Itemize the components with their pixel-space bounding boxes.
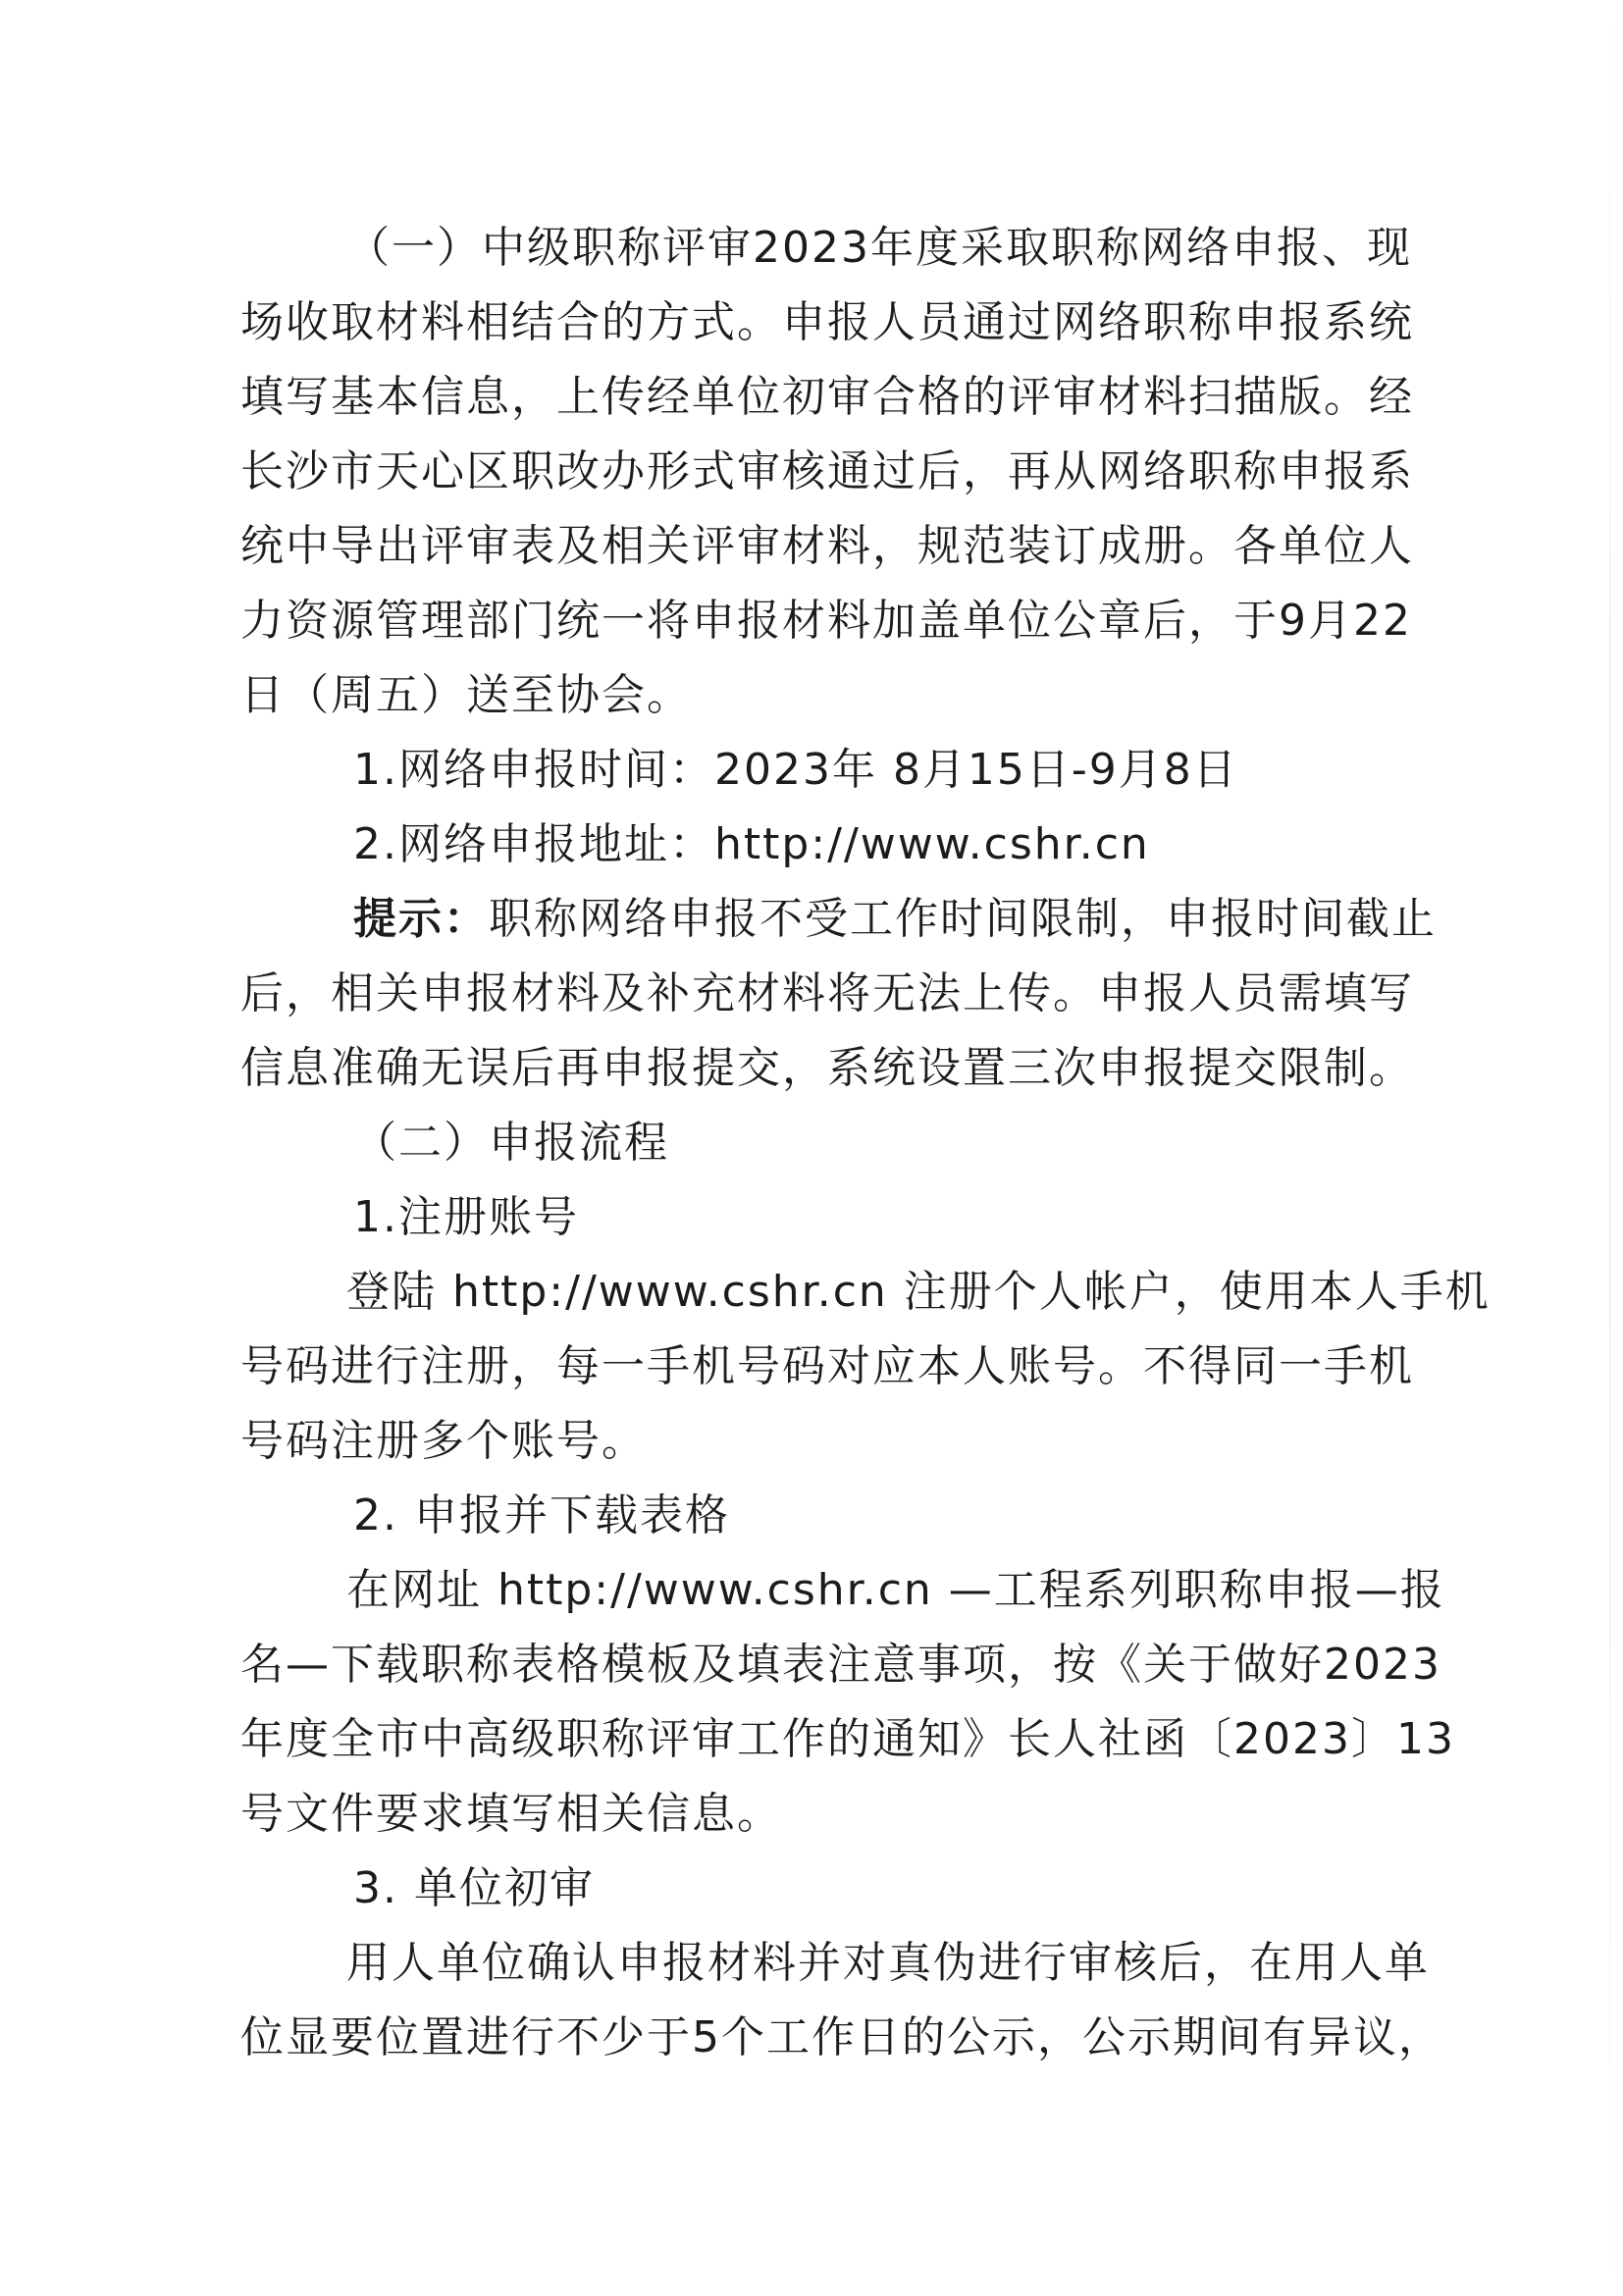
tip-text: 职称网络申报不受工作时间限制，申报时间截止 (489, 894, 1437, 944)
text-line (240, 882, 1437, 957)
step3-title: 3. 单位初审 (353, 1863, 595, 1913)
text-line: 在网址 http://www.cshr.cn —工程系列职称申报—报 (346, 1565, 1445, 1615)
text-line: 统中导出评审表及相关评审材料，规范装订成册。各单位人 (240, 521, 1414, 571)
document-body (240, 211, 1491, 2075)
text-line: 用人单位确认申报材料并对真伪进行审核后，在用人单 (346, 1938, 1430, 1988)
tip-paragraph (240, 882, 1437, 1106)
text-line: 号文件要求填写相关信息。 (240, 1789, 782, 1839)
text-line: 日（周五）送至协会。 (240, 670, 692, 720)
text-line: 后，相关申报材料及补充材料将无法上传。申报人员需填写 (240, 968, 1414, 1018)
text-line: 登陆 http://www.cshr.cn 注册个人帐户，使用本人手机 (346, 1267, 1491, 1317)
text-line: 位显要位置进行不少于5个工作日的公示，公示期间有异议， (240, 2012, 1443, 2062)
section1-paragraph (240, 211, 1414, 733)
step2-paragraph (240, 1553, 1455, 1852)
text-line: 填写基本信息，上传经单位初审合格的评审材料扫描版。经 (240, 372, 1414, 422)
text-line: 长沙市天心区职改办形式审核通过后，再从网络职称申报系 (240, 446, 1414, 496)
step2-title: 2. 申报并下载表格 (353, 1490, 730, 1540)
scan-edge-mark (1609, 0, 1611, 2296)
apply-address-item: 2.网络申报地址：http://www.cshr.cn (353, 819, 1150, 869)
text-line: 年度全市中高级职称评审工作的通知》长人社函〔2023〕13 (240, 1714, 1455, 1764)
step3-paragraph (240, 1926, 1443, 2075)
step1-title: 1.注册账号 (353, 1192, 579, 1242)
text-line: 场收取材料相结合的方式。申报人员通过网络职称申报系统 (240, 297, 1414, 347)
tip-label: 提示： (353, 894, 489, 944)
text-line: （一）中级职称评审2023年度采取职称网络申报、现 (346, 223, 1412, 273)
text-line: 名—下载职称表格模板及填表注意事项，按《关于做好2023 (240, 1640, 1441, 1690)
section2-heading: （二）申报流程 (353, 1118, 669, 1168)
text-line: 号码注册多个账号。 (240, 1416, 647, 1466)
step1-paragraph (240, 1255, 1491, 1479)
text-line: 力资源管理部门统一将申报材料加盖单位公章后，于9月22 (240, 596, 1412, 646)
text-line: 号码进行注册，每一手机号码对应本人账号。不得同一手机 (240, 1341, 1414, 1391)
text-line: 信息准确无误后再申报提交，系统设置三次申报提交限制。 (240, 1043, 1414, 1093)
apply-time-item: 1.网络申报时间：2023年 8月15日-9月8日 (353, 745, 1238, 795)
